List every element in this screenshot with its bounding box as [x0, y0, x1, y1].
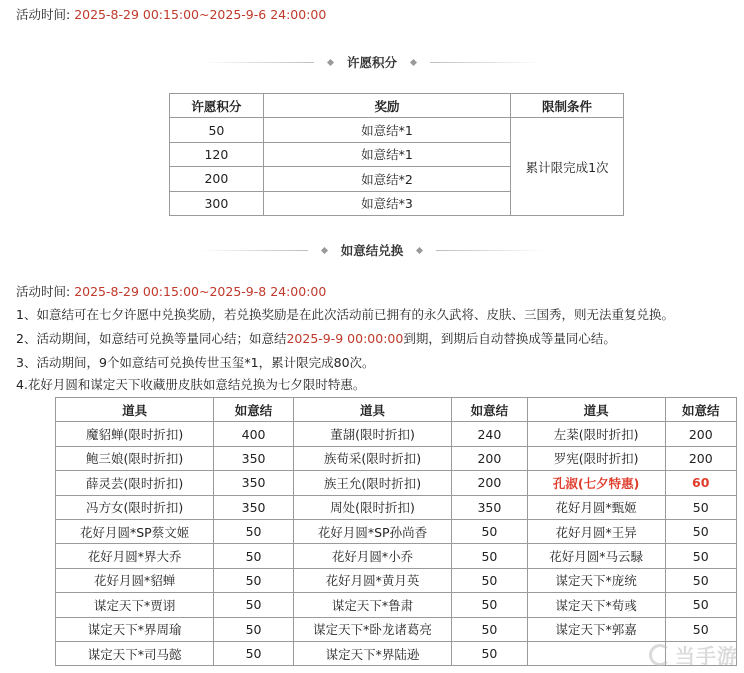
reward-cell: 如意结*1 — [263, 142, 510, 166]
item-cell: 魔貂蝉(限时折扣) — [56, 422, 214, 446]
section-title-text: 许愿积分 — [346, 55, 397, 70]
table-row — [56, 446, 737, 470]
watermark-logo — [649, 640, 738, 669]
header-cell: 限制条件 — [511, 94, 624, 118]
item-cell: 孔淑(七夕特惠) — [527, 471, 665, 495]
table-row — [56, 593, 737, 617]
divider-right — [430, 62, 540, 63]
rule-4: 4.花好月圆和谋定天下收藏册皮肤如意结兑换为七夕限时特惠。 — [16, 377, 366, 392]
item-cell: 薛灵芸(限时折扣) — [56, 471, 214, 495]
rule-3: 3、活动期间，9个如意结可兑换传世玉玺*1，累计限完成80次。 — [16, 355, 375, 370]
diamond-icon — [410, 58, 417, 65]
item-cell: 谋定天下*鲁肃 — [293, 593, 451, 617]
header-cell: 道具 — [56, 398, 214, 422]
item-cell: 谋定天下*荀彧 — [527, 593, 665, 617]
reward-cell: 如意结*3 — [263, 191, 510, 215]
item-cell: 花好月圆*貂蝉 — [56, 568, 214, 592]
header-cell: 如意结 — [214, 398, 294, 422]
header-cell: 许愿积分 — [170, 94, 264, 118]
cost-cell: 50 — [452, 641, 528, 665]
cost-cell: 50 — [214, 544, 294, 568]
item-cell: 谋定天下*司马懿 — [56, 641, 214, 665]
logo-icon — [649, 644, 671, 666]
item-cell: 族荀采(限时折扣) — [293, 446, 451, 470]
points-cell: 300 — [170, 191, 264, 215]
reward-cell: 如意结*2 — [263, 167, 510, 191]
cost-cell: 60 — [665, 471, 737, 495]
item-cell: 谋定天下*界周瑜 — [56, 617, 214, 641]
diamond-icon — [321, 246, 328, 253]
cost-cell: 50 — [214, 641, 294, 665]
table-row — [56, 617, 737, 641]
time-value: 2025-8-29 00:15:00~2025-9-8 24:00:00 — [74, 284, 327, 299]
item-cell: 谋定天下*庞统 — [527, 568, 665, 592]
rule-2-text: 2、活动期间，如意结可兑换等量同心结；如意结 — [16, 331, 287, 346]
cost-cell: 350 — [214, 495, 294, 519]
time-value: 2025-8-29 00:15:00~2025-9-6 24:00:00 — [74, 7, 327, 22]
cost-cell: 200 — [452, 446, 528, 470]
cost-cell: 50 — [665, 593, 737, 617]
activity-time-2 — [16, 283, 326, 301]
header-cell: 如意结 — [665, 398, 737, 422]
diamond-icon — [416, 246, 423, 253]
item-cell: 谋定天下*界陆逊 — [293, 641, 451, 665]
rule-2-date: 2025-9-9 00:00:00 — [286, 331, 404, 346]
item-cell: 花好月圆*黄月英 — [293, 568, 451, 592]
cost-cell: 350 — [214, 471, 294, 495]
header-cell: 道具 — [527, 398, 665, 422]
cost-cell: 50 — [452, 519, 528, 543]
watermark-text: 当手游 — [675, 644, 738, 668]
cost-cell: 350 — [214, 446, 294, 470]
cost-cell: 50 — [214, 568, 294, 592]
cost-cell: 200 — [665, 446, 737, 470]
cost-cell: 200 — [665, 422, 737, 446]
table-row — [56, 422, 737, 446]
item-cell: 董翓(限时折扣) — [293, 422, 451, 446]
cost-cell: 50 — [665, 617, 737, 641]
diamond-icon — [327, 58, 334, 65]
section-title-exchange — [0, 241, 744, 259]
cost-cell: 350 — [452, 495, 528, 519]
divider-left — [198, 250, 308, 251]
cost-cell: 50 — [665, 544, 737, 568]
item-cell: 谋定天下*贾诩 — [56, 593, 214, 617]
points-cell: 120 — [170, 142, 264, 166]
cost-cell: 50 — [214, 617, 294, 641]
item-cell: 花好月圆*王异 — [527, 519, 665, 543]
rule-2-text: 到期，到期后自动替换成等量同心结。 — [403, 331, 616, 346]
item-cell: 花好月圆*小乔 — [293, 544, 451, 568]
item-cell — [527, 641, 665, 665]
table-row — [56, 544, 737, 568]
table-row — [170, 118, 624, 142]
reward-cell: 如意结*1 — [263, 118, 510, 142]
item-cell: 花好月圆*界大乔 — [56, 544, 214, 568]
item-cell: 左棻(限时折扣) — [527, 422, 665, 446]
table-row — [56, 471, 737, 495]
wish-points-table — [169, 93, 624, 216]
header-cell: 奖励 — [263, 94, 510, 118]
item-cell: 冯方女(限时折扣) — [56, 495, 214, 519]
exchange-table — [55, 397, 737, 666]
cost-cell: 50 — [452, 544, 528, 568]
item-cell: 周处(限时折扣) — [293, 495, 451, 519]
item-cell: 鲍三娘(限时折扣) — [56, 446, 214, 470]
cost-cell: 50 — [452, 617, 528, 641]
header-cell: 道具 — [293, 398, 451, 422]
activity-time-1 — [16, 6, 326, 24]
item-cell: 花好月圆*甄姬 — [527, 495, 665, 519]
cost-cell: 200 — [452, 471, 528, 495]
cost-cell: 50 — [665, 568, 737, 592]
cost-cell: 50 — [214, 593, 294, 617]
section-title-wish-points — [0, 53, 744, 71]
points-cell: 200 — [170, 167, 264, 191]
cost-cell: 240 — [452, 422, 528, 446]
item-cell: 花好月圆*SP孙尚香 — [293, 519, 451, 543]
points-cell: 50 — [170, 118, 264, 142]
table-row — [56, 519, 737, 543]
divider-right — [436, 250, 546, 251]
cost-cell: 50 — [452, 568, 528, 592]
item-cell: 罗宪(限时折扣) — [527, 446, 665, 470]
cost-cell: 50 — [665, 519, 737, 543]
table-header-row — [56, 398, 737, 422]
cost-cell: 50 — [452, 593, 528, 617]
table-row — [56, 641, 737, 665]
item-cell: 花好月圆*马云騄 — [527, 544, 665, 568]
time-label: 活动时间: — [16, 7, 71, 22]
rule-2 — [16, 330, 616, 348]
item-cell: 花好月圆*SP蔡文姬 — [56, 519, 214, 543]
section-title-text: 如意结兑换 — [340, 243, 404, 258]
cost-cell: 50 — [665, 495, 737, 519]
time-label: 活动时间: — [16, 284, 71, 299]
rule-1: 1、如意结可在七夕许愿中兑换奖励，若兑换奖励是在此次活动前已拥有的永久武将、皮肤、三国秀，则无法重复兑换。 — [16, 307, 674, 322]
table-row — [56, 568, 737, 592]
item-cell: 族王允(限时折扣) — [293, 471, 451, 495]
limit-cell: 累计限完成1次 — [511, 118, 624, 216]
table-header-row — [170, 94, 624, 118]
item-cell: 谋定天下*卧龙诸葛亮 — [293, 617, 451, 641]
table-row — [56, 495, 737, 519]
divider-left — [204, 62, 314, 63]
cost-cell: 400 — [214, 422, 294, 446]
cost-cell: 50 — [214, 519, 294, 543]
item-cell: 谋定天下*郭嘉 — [527, 617, 665, 641]
header-cell: 如意结 — [452, 398, 528, 422]
